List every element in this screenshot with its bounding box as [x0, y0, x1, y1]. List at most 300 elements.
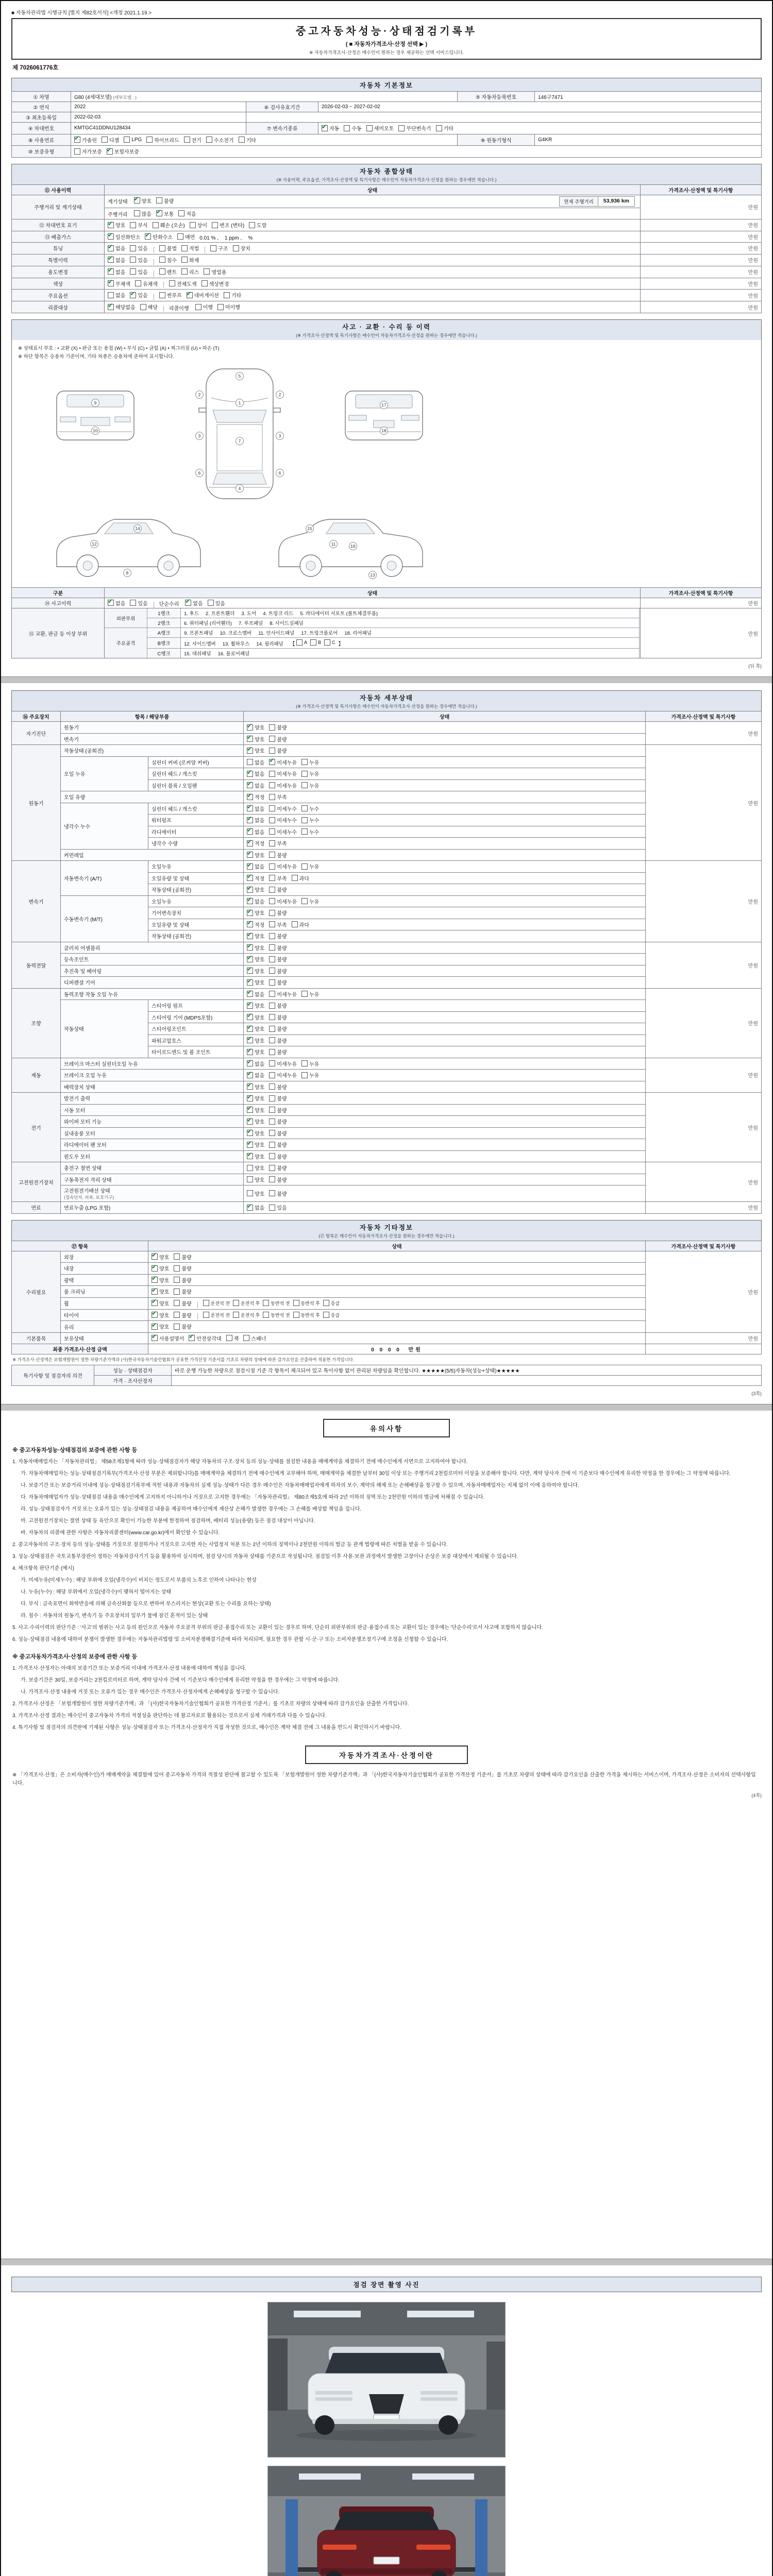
vin: KMTGC41DDNU128434: [71, 123, 246, 134]
checkbox-option[interactable]: [247, 1002, 264, 1009]
checkbox-option[interactable]: [269, 1129, 287, 1137]
checkbox-option[interactable]: [269, 897, 297, 905]
checkbox-option[interactable]: [247, 967, 264, 975]
checkbox-option[interactable]: [247, 1048, 264, 1056]
checkbox-option[interactable]: [269, 944, 287, 952]
checkbox-label: 디젤: [109, 138, 120, 144]
checkbox-option[interactable]: [436, 124, 453, 132]
checkbox-option[interactable]: [74, 136, 97, 144]
status-cell: [244, 1162, 646, 1174]
checkbox-label: 불량: [277, 1166, 287, 1172]
checkbox-option[interactable]: [130, 599, 147, 607]
price-cell: 만원: [641, 254, 762, 266]
checkbox-option[interactable]: [247, 1025, 264, 1032]
checkbox-option[interactable]: [247, 909, 264, 917]
status-cell: [244, 930, 646, 942]
row-label: ⑮ 교환, 판금 등 이상 부위: [12, 608, 105, 658]
checkbox-option[interactable]: [310, 639, 321, 646]
checkbox-option[interactable]: [174, 1323, 191, 1330]
checkbox-label: 양호: [115, 223, 126, 229]
checkbox-option[interactable]: [247, 897, 264, 905]
checkbox-option[interactable]: [130, 268, 147, 276]
checkbox-option[interactable]: [293, 1312, 320, 1318]
checkbox-option[interactable]: [269, 1153, 287, 1160]
checkbox-option[interactable]: [135, 280, 158, 287]
checkbox-option[interactable]: [269, 816, 297, 824]
checkbox-option[interactable]: [189, 1334, 221, 1342]
row-label: ⑬ 배출가스: [12, 231, 105, 243]
checkbox-option[interactable]: [102, 136, 119, 144]
checkbox-option[interactable]: [233, 1312, 260, 1318]
checkbox-option[interactable]: [247, 874, 264, 882]
checkbox-option[interactable]: [145, 233, 173, 241]
status-cell: [105, 231, 641, 243]
checkbox-option[interactable]: [269, 758, 297, 766]
item-cell: 수동변속기 (M/T): [61, 895, 148, 942]
checkbox-label: 운전석 전: [210, 1300, 230, 1306]
checkbox-label: 해당없음: [115, 305, 136, 311]
checkbox-label: 자동: [329, 126, 340, 132]
checkbox-icon: [247, 748, 253, 754]
checkbox-option[interactable]: [247, 1083, 264, 1091]
checkbox-option[interactable]: [224, 291, 241, 299]
checkbox-option[interactable]: [247, 1164, 264, 1172]
checkbox-option[interactable]: [301, 816, 319, 824]
checkbox-option[interactable]: [269, 909, 287, 917]
item-cell: 발전기 출력: [61, 1093, 244, 1105]
checkbox-label: 양호: [255, 1131, 265, 1137]
checkbox-option[interactable]: [203, 1312, 230, 1318]
checkbox-icon: [247, 759, 253, 765]
checkbox-icon: [152, 1324, 158, 1330]
checkbox-option[interactable]: [301, 862, 319, 870]
checkbox-option[interactable]: [263, 1312, 290, 1318]
price-cell: 만원: [641, 278, 762, 290]
status-cell: [244, 756, 646, 768]
checkbox-option[interactable]: [269, 735, 287, 743]
checkbox-option[interactable]: [233, 244, 250, 252]
checkbox-option[interactable]: [269, 1060, 297, 1067]
checkbox-icon: [247, 1176, 253, 1182]
checkbox-label: 양호: [255, 749, 265, 755]
item-cell: 오일 누유: [61, 756, 148, 791]
checkbox-label: 양호: [255, 888, 265, 894]
checkbox-icon: [247, 1118, 253, 1125]
checkbox-label: 미세누수: [277, 806, 297, 812]
checkbox-option[interactable]: [152, 1334, 184, 1342]
checkbox-option[interactable]: [130, 291, 147, 299]
checkbox-option[interactable]: [247, 955, 264, 963]
checkbox-label: 불량: [277, 934, 287, 940]
checkbox-option[interactable]: [269, 1037, 287, 1044]
checkbox-option[interactable]: [247, 1037, 264, 1044]
svg-text:8: 8: [126, 570, 129, 576]
checkbox-option[interactable]: [263, 1300, 290, 1307]
checkbox-label: 탄화수소: [153, 234, 173, 241]
checkbox-icon: [247, 875, 253, 881]
checkbox-option[interactable]: [269, 1083, 287, 1091]
checkbox-option[interactable]: [184, 136, 201, 144]
checkbox-option[interactable]: [269, 874, 287, 882]
checkbox-option[interactable]: [269, 782, 297, 789]
checkbox-icon: [152, 1335, 158, 1341]
checkbox-option[interactable]: [269, 1071, 297, 1079]
checkbox-option[interactable]: [247, 770, 264, 777]
checkbox-option[interactable]: [269, 886, 287, 893]
checkbox-icon: [269, 910, 275, 916]
field-label: ① 차명: [12, 92, 71, 102]
checkbox-option[interactable]: [108, 244, 125, 252]
checkbox-option[interactable]: [146, 136, 179, 144]
field-label: ⑩ 보증유형: [12, 146, 71, 158]
checkbox-option[interactable]: [108, 291, 125, 299]
checkbox-option[interactable]: [269, 1002, 287, 1009]
checkbox-option[interactable]: [301, 758, 319, 766]
checkbox-option[interactable]: [269, 1094, 287, 1102]
checkbox-option[interactable]: [247, 1117, 264, 1125]
checkbox-option[interactable]: [247, 1071, 264, 1079]
checkbox-option[interactable]: [203, 1300, 230, 1307]
checkbox-option[interactable]: [153, 221, 185, 229]
checkbox-option[interactable]: [181, 244, 199, 252]
checkbox-option[interactable]: [243, 1334, 266, 1342]
checkbox-option[interactable]: [130, 221, 147, 229]
checkbox-option[interactable]: [247, 921, 264, 928]
checkbox-option[interactable]: [247, 839, 264, 847]
checkbox-option[interactable]: [140, 303, 158, 311]
checkbox-option[interactable]: [301, 805, 319, 812]
checkbox-option[interactable]: [398, 124, 431, 132]
checkbox-option[interactable]: [269, 828, 297, 836]
checkbox-label: 과다: [299, 922, 309, 928]
panel-items: 6. 쿼터패널 (리어휀더) 7. 루프패널 8. 사이드실패널: [181, 618, 640, 628]
checkbox-label: 양호: [255, 1166, 265, 1172]
checkbox-label: 스패너: [251, 1336, 266, 1342]
checkbox-option[interactable]: [247, 978, 264, 986]
checkbox-icon: [269, 1083, 275, 1090]
svg-text:17: 17: [381, 402, 386, 408]
checkbox-option[interactable]: [152, 1253, 169, 1261]
checkbox-option[interactable]: [301, 990, 319, 998]
checkbox-option[interactable]: [247, 886, 264, 893]
checkbox-option[interactable]: [301, 1071, 319, 1079]
panel-rank: C랭크: [147, 649, 181, 658]
checkbox-icon: [269, 748, 275, 754]
checkbox-option[interactable]: [247, 1094, 264, 1102]
checkbox-option[interactable]: [269, 1190, 287, 1197]
checkbox-option[interactable]: [269, 978, 287, 986]
checkbox-option[interactable]: [108, 221, 125, 229]
checkbox-option[interactable]: [152, 1264, 169, 1272]
checkbox-option[interactable]: [195, 303, 213, 311]
checkbox-option[interactable]: [174, 1311, 191, 1319]
checkbox-option[interactable]: [181, 268, 199, 276]
checkbox-option[interactable]: [269, 747, 287, 754]
checkbox-icon: [247, 991, 253, 997]
checkbox-icon: [301, 863, 308, 870]
checkbox-option[interactable]: [323, 1300, 340, 1307]
checkbox-option[interactable]: [247, 793, 264, 801]
panel-items: 15. 대쉬패널 16. 플로어패널: [181, 649, 640, 658]
checkbox-option[interactable]: [190, 221, 207, 229]
checkbox-option[interactable]: [344, 124, 361, 132]
checkbox-icon: [247, 1165, 253, 1171]
checkbox-label: 하이브리드: [154, 138, 179, 144]
checkbox-option[interactable]: [169, 280, 197, 287]
checkbox-icon: [134, 197, 140, 204]
notice-item: 다. 부식 : 금속표면이 화학반응에 의해 금속산화물 등으로 변하여 부스러지는 현상(교환 또는 수리를 요하는 상태): [21, 1601, 271, 1607]
checkbox-option[interactable]: [247, 1204, 264, 1211]
checkbox-option[interactable]: [247, 862, 264, 870]
checkbox-option[interactable]: [108, 280, 130, 287]
checkbox-icon: [269, 1142, 275, 1148]
checkbox-option[interactable]: [108, 303, 136, 311]
checkbox-option[interactable]: [156, 210, 174, 217]
checkbox-option[interactable]: [177, 233, 195, 241]
checkbox-option[interactable]: [152, 1299, 169, 1307]
checkbox-option[interactable]: [249, 221, 266, 229]
checkbox-option[interactable]: [159, 291, 182, 299]
checkbox-option[interactable]: [296, 639, 307, 646]
checkbox-option[interactable]: [323, 1312, 340, 1318]
checkbox-option[interactable]: [217, 303, 240, 311]
svg-text:5: 5: [238, 374, 241, 379]
status-cell: [244, 895, 646, 907]
checkbox-option[interactable]: [269, 805, 297, 812]
checkbox-option[interactable]: [247, 932, 264, 940]
checkbox-option[interactable]: [247, 1060, 264, 1067]
checkbox-option[interactable]: [152, 1287, 169, 1295]
checkbox-option[interactable]: [269, 932, 287, 940]
checkbox-option[interactable]: [239, 136, 256, 144]
checkbox-option[interactable]: [269, 851, 287, 859]
checkbox-option[interactable]: [185, 599, 203, 607]
checkbox-label: 불량: [277, 1004, 287, 1010]
checkbox-option[interactable]: [174, 1264, 191, 1272]
item-cell: 충전구 절연 상태: [61, 1162, 244, 1174]
checkbox-icon: [195, 304, 201, 310]
item-cell: 외장: [61, 1251, 148, 1263]
checkbox-option[interactable]: [247, 747, 264, 754]
checkbox-option[interactable]: [269, 1164, 287, 1172]
checkbox-label: 양호: [255, 737, 265, 743]
checkbox-option[interactable]: [301, 897, 319, 905]
checkbox-option[interactable]: [269, 1025, 287, 1032]
panel-row: [105, 649, 640, 658]
detail-condition-table: [11, 711, 762, 1214]
checkbox-icon: [269, 1026, 275, 1032]
checkbox-option[interactable]: [247, 1141, 264, 1148]
checkbox-option[interactable]: [212, 221, 244, 229]
checkbox-option[interactable]: [108, 599, 125, 607]
checkbox-option[interactable]: [174, 1299, 191, 1307]
checkbox-option[interactable]: [247, 782, 264, 789]
checkbox-label: 양호: [255, 853, 265, 859]
checkbox-option[interactable]: [124, 137, 142, 143]
checkbox-option[interactable]: [174, 1287, 191, 1295]
checkbox-option[interactable]: [108, 268, 125, 276]
checkbox-option[interactable]: [159, 244, 177, 252]
checkbox-option[interactable]: [247, 758, 264, 766]
checkbox-option[interactable]: [134, 197, 152, 205]
checkbox-label: 누유: [309, 760, 320, 766]
checkbox-option[interactable]: [247, 723, 264, 731]
notice-item: 3. 성능·상태점검은 국토교통부장관이 정하는 자동차검사기기 등을 활용하여 실시하며, 점검 당시의 자동차 상태를 기준으로 작성됩니다. 점검일 이후 사용·보관 과정에서 발생한 고장이나 손상은 보증 대상에서 제외될 수 있습니다.: [12, 1554, 518, 1560]
checkbox-label: 응급: [330, 1300, 340, 1306]
checkbox-option[interactable]: [74, 147, 102, 155]
checkbox-icon: [108, 233, 114, 240]
checkbox-option[interactable]: [178, 210, 196, 217]
checkbox-option[interactable]: [247, 1013, 264, 1021]
checkbox-option[interactable]: [301, 828, 319, 836]
checkbox-label: 동반석 후: [300, 1312, 320, 1318]
status-cell: [148, 1309, 646, 1321]
checkbox-option[interactable]: [247, 990, 264, 998]
checkbox-icon: [269, 771, 275, 777]
checkbox-option[interactable]: [247, 1106, 264, 1114]
checkbox-option[interactable]: [130, 244, 147, 252]
checkbox-option[interactable]: [201, 280, 229, 287]
svg-text:15: 15: [307, 526, 312, 532]
checkbox-option[interactable]: [159, 268, 177, 276]
checkbox-option[interactable]: [301, 770, 319, 777]
checkbox-icon: [269, 1165, 275, 1171]
checkbox-option[interactable]: [247, 944, 264, 952]
checkbox-label: 불량: [277, 1143, 287, 1149]
checkbox-icon: [269, 840, 275, 846]
checkbox-icon: [247, 828, 253, 835]
checkbox-label: 사용설명서: [159, 1336, 184, 1342]
checkbox-option[interactable]: [324, 639, 335, 646]
checkbox-icon: [108, 257, 114, 263]
checkbox-option[interactable]: [134, 210, 152, 217]
checkbox-option[interactable]: [247, 828, 264, 836]
etc-row: [12, 1251, 762, 1263]
checkbox-label: 누유: [309, 992, 320, 998]
checkbox-label: 누수: [309, 818, 320, 824]
checkbox-icon: [247, 1095, 253, 1101]
checkbox-option[interactable]: [269, 770, 297, 777]
checkbox-option[interactable]: [292, 921, 309, 928]
checkbox-label: 있음: [138, 601, 148, 607]
checkbox-option[interactable]: [269, 1106, 287, 1114]
checkbox-option[interactable]: [269, 839, 287, 847]
checkbox-option[interactable]: [301, 1060, 319, 1067]
checkbox-option[interactable]: [301, 782, 319, 789]
engine-type: G4KR: [535, 134, 762, 146]
checkbox-icon: [108, 292, 114, 298]
checkbox-option[interactable]: [187, 291, 219, 299]
checkbox-option[interactable]: [247, 805, 264, 812]
svg-text:3: 3: [198, 433, 201, 439]
checkbox-icon: [210, 245, 216, 251]
checkbox-label: 양호: [255, 1015, 265, 1021]
checkbox-option[interactable]: [269, 862, 297, 870]
checkbox-option[interactable]: [247, 1153, 264, 1160]
checkbox-icon: [190, 222, 196, 228]
checkbox-option[interactable]: [269, 921, 287, 928]
checkbox-label: 양호: [255, 1038, 265, 1044]
checkbox-option[interactable]: [269, 1204, 287, 1211]
checkbox-option[interactable]: [269, 990, 297, 998]
checkbox-option[interactable]: [206, 136, 234, 144]
photos-section-title: 점검 장면 촬영 사진: [11, 2277, 762, 2292]
mileage-label: 현재 주행거리: [560, 197, 598, 206]
checkbox-icon: [247, 1190, 253, 1196]
subitem-cell: 스티어링 기어 (MDPS포함): [148, 1011, 244, 1023]
checkbox-label: 썬루프: [166, 293, 182, 299]
checkbox-label: 동반석 후: [300, 1300, 320, 1306]
checkbox-option[interactable]: [247, 1176, 264, 1183]
checkbox-option[interactable]: [292, 874, 309, 882]
checkbox-option[interactable]: [208, 599, 225, 607]
checkbox-option[interactable]: [293, 1300, 320, 1307]
checkbox-option[interactable]: [247, 816, 264, 824]
item-cell: 브레이크 오일 누유: [61, 1070, 244, 1081]
checkbox-option[interactable]: [107, 147, 139, 155]
checkbox-icon: [269, 991, 275, 997]
checkbox-option[interactable]: [174, 1253, 191, 1261]
checkbox-option[interactable]: [269, 723, 287, 731]
checkbox-option[interactable]: [181, 256, 199, 264]
checkbox-option[interactable]: [152, 1276, 169, 1284]
checkbox-label: A: [304, 640, 308, 646]
checkbox-label: 불량: [277, 725, 287, 732]
item-cell: 연료누출 (LPG 포함): [61, 1202, 244, 1214]
checkbox-option[interactable]: [226, 1334, 239, 1342]
checkbox-option[interactable]: [269, 1013, 287, 1021]
checkbox-icon: [269, 956, 275, 962]
price-survey-select[interactable]: ( ■ 자동차가격조사·산정 선택 ▶ ): [345, 41, 428, 47]
checkbox-option[interactable]: [269, 1117, 287, 1125]
checkbox-option[interactable]: [269, 967, 287, 975]
checkbox-option[interactable]: [269, 1048, 287, 1056]
checkbox-icon: [208, 600, 214, 606]
checkbox-option[interactable]: [152, 1311, 169, 1319]
checkbox-option[interactable]: [269, 955, 287, 963]
checkbox-option[interactable]: [269, 1141, 287, 1148]
checkbox-option[interactable]: [322, 124, 339, 132]
checkbox-label: 불량: [277, 853, 287, 859]
checkbox-option[interactable]: [152, 1323, 169, 1330]
checkbox-option[interactable]: [247, 1190, 264, 1197]
checkbox-label: 세미오토: [374, 126, 394, 132]
checkbox-option[interactable]: [247, 851, 264, 859]
panel-rank: 1랭크: [147, 608, 181, 618]
checkbox-option[interactable]: [233, 1300, 260, 1307]
checkbox-label: 침수: [166, 258, 177, 264]
checkbox-option[interactable]: [130, 256, 147, 264]
checkbox-option[interactable]: [204, 268, 226, 276]
checkbox-option[interactable]: [247, 1129, 264, 1137]
checkbox-icon: [247, 1130, 253, 1136]
opinion-who: 가격 · 조사산정자: [94, 1376, 172, 1386]
checkbox-option[interactable]: [366, 124, 394, 132]
checkbox-option[interactable]: [108, 233, 140, 241]
checkbox-option[interactable]: [269, 1176, 287, 1183]
checkbox-option[interactable]: [156, 197, 174, 205]
checkbox-option[interactable]: [108, 256, 125, 264]
checkbox-label: 양호: [159, 1325, 170, 1331]
checkbox-option[interactable]: [159, 256, 177, 264]
checkbox-option[interactable]: [210, 244, 228, 252]
checkbox-option[interactable]: [269, 793, 287, 801]
checkbox-label: 불량: [277, 1191, 287, 1197]
checkbox-option[interactable]: [174, 1276, 191, 1284]
notice-item: 나. 가격조사·산정 내용에 거짓 또는 오류가 있는 경우 매수인은 가격조사·산정자에게 손해배상을 청구할 수 있습니다.: [21, 1689, 280, 1696]
checkbox-icon: [212, 222, 218, 228]
checkbox-option[interactable]: [247, 735, 264, 743]
